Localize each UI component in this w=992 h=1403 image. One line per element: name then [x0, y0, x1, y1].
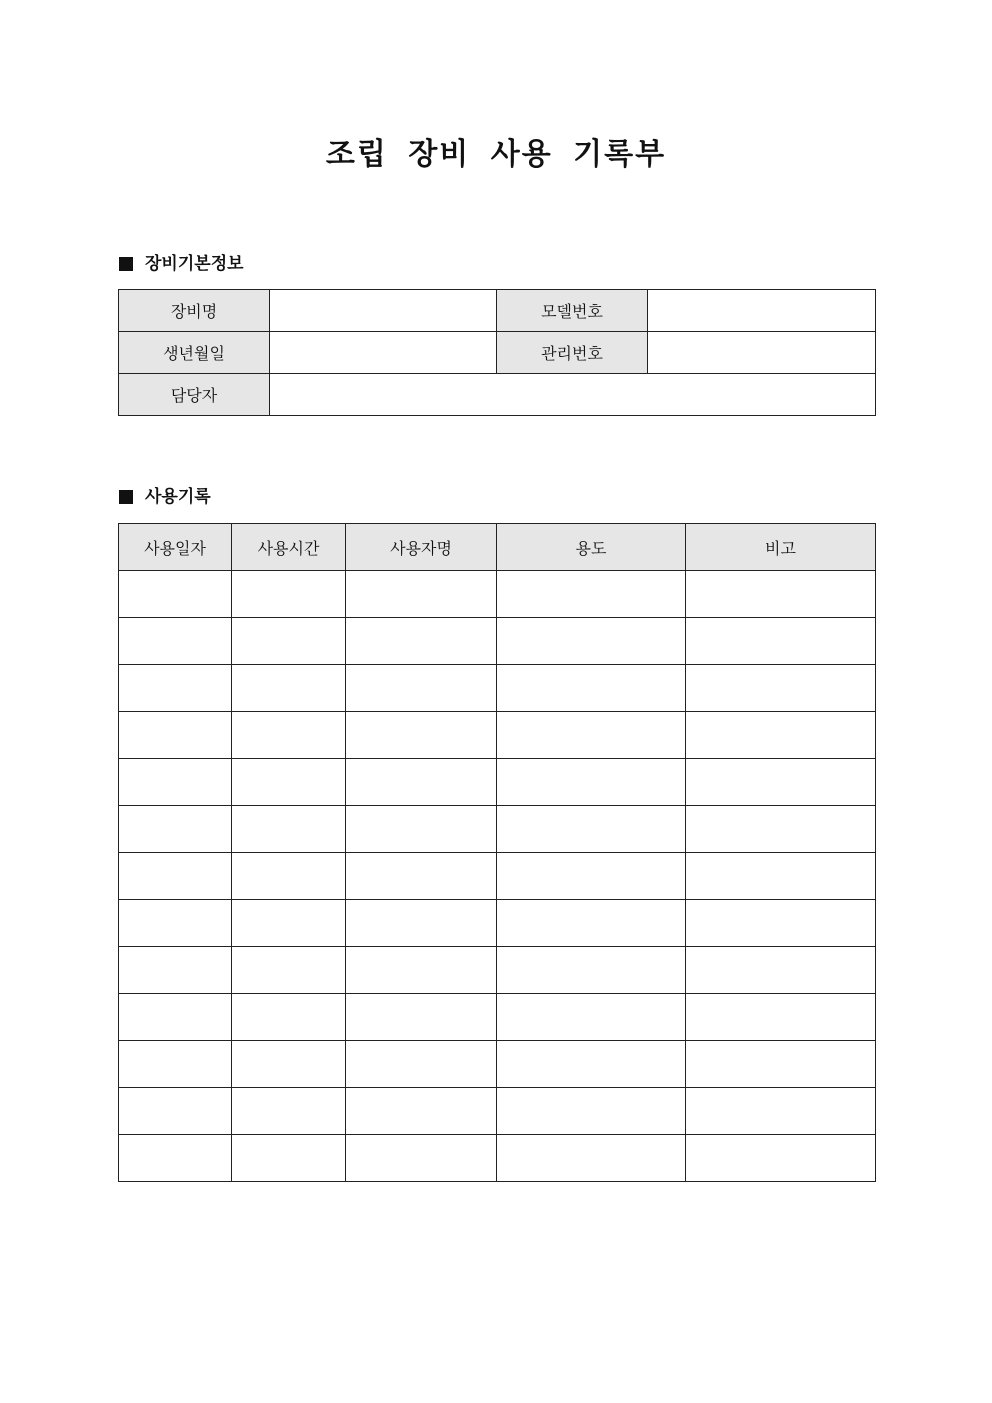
- usage-time-cell[interactable]: [232, 1088, 346, 1135]
- table-row: [119, 712, 876, 759]
- column-header-purpose: 용도: [497, 524, 686, 571]
- purpose-cell[interactable]: [497, 665, 686, 712]
- usage-time-cell[interactable]: [232, 712, 346, 759]
- equipment-name-field[interactable]: [270, 290, 497, 332]
- info-row: [119, 332, 876, 374]
- remarks-cell[interactable]: [686, 712, 876, 759]
- remarks-cell[interactable]: [686, 1088, 876, 1135]
- remarks-cell[interactable]: [686, 947, 876, 994]
- remarks-cell[interactable]: [686, 571, 876, 618]
- usage-date-cell[interactable]: [119, 900, 232, 947]
- purpose-cell[interactable]: [497, 853, 686, 900]
- square-bullet-icon: [119, 490, 133, 504]
- usage-date-cell[interactable]: [119, 806, 232, 853]
- info-row: [119, 290, 876, 332]
- usage-time-cell[interactable]: [232, 806, 346, 853]
- usage-time-cell[interactable]: [232, 1135, 346, 1182]
- user-name-cell[interactable]: [346, 618, 497, 665]
- usage-time-cell[interactable]: [232, 900, 346, 947]
- table-row: [119, 571, 876, 618]
- remarks-cell[interactable]: [686, 759, 876, 806]
- remarks-cell[interactable]: [686, 853, 876, 900]
- usage-time-cell[interactable]: [232, 1041, 346, 1088]
- square-bullet-icon: [119, 257, 133, 271]
- purpose-cell[interactable]: [497, 900, 686, 947]
- manager-label: 담당자: [119, 374, 270, 416]
- table-row: [119, 1041, 876, 1088]
- user-name-cell[interactable]: [346, 1088, 497, 1135]
- usage-date-cell[interactable]: [119, 947, 232, 994]
- user-name-cell[interactable]: [346, 994, 497, 1041]
- table-row: [119, 1088, 876, 1135]
- manufacture-date-label: 생년월일: [119, 332, 270, 374]
- remarks-cell[interactable]: [686, 1135, 876, 1182]
- usage-date-cell[interactable]: [119, 665, 232, 712]
- column-header-user-name: 사용자명: [346, 524, 497, 571]
- table-row: [119, 853, 876, 900]
- equipment-info-table: [118, 289, 876, 416]
- manufacture-date-field[interactable]: [270, 332, 497, 374]
- usage-time-cell[interactable]: [232, 618, 346, 665]
- remarks-cell[interactable]: [686, 806, 876, 853]
- usage-log-body: [119, 571, 876, 1182]
- user-name-cell[interactable]: [346, 759, 497, 806]
- purpose-cell[interactable]: [497, 712, 686, 759]
- table-row: [119, 618, 876, 665]
- usage-log-heading-label: 사용기록: [145, 487, 211, 507]
- column-header-usage-date: 사용일자: [119, 524, 232, 571]
- manager-field[interactable]: [270, 374, 876, 416]
- usage-date-cell[interactable]: [119, 618, 232, 665]
- usage-time-cell[interactable]: [232, 571, 346, 618]
- equipment-info-heading: [119, 252, 244, 276]
- equipment-info-heading-label: 장비기본정보: [145, 254, 244, 274]
- usage-time-cell[interactable]: [232, 759, 346, 806]
- table-row: [119, 900, 876, 947]
- model-number-label: 모델번호: [497, 290, 648, 332]
- page-title: 조립 장비 사용 기록부: [325, 137, 667, 172]
- usage-log-heading: [119, 485, 211, 509]
- usage-time-cell[interactable]: [232, 665, 346, 712]
- management-number-field[interactable]: [648, 332, 876, 374]
- table-row: [119, 806, 876, 853]
- purpose-cell[interactable]: [497, 1135, 686, 1182]
- usage-log-header-row: [119, 524, 876, 571]
- usage-log-table: [118, 523, 876, 1182]
- user-name-cell[interactable]: [346, 712, 497, 759]
- purpose-cell[interactable]: [497, 571, 686, 618]
- user-name-cell[interactable]: [346, 571, 497, 618]
- user-name-cell[interactable]: [346, 947, 497, 994]
- remarks-cell[interactable]: [686, 618, 876, 665]
- remarks-cell[interactable]: [686, 1041, 876, 1088]
- usage-date-cell[interactable]: [119, 571, 232, 618]
- user-name-cell[interactable]: [346, 806, 497, 853]
- user-name-cell[interactable]: [346, 853, 497, 900]
- table-row: [119, 947, 876, 994]
- usage-time-cell[interactable]: [232, 994, 346, 1041]
- usage-date-cell[interactable]: [119, 759, 232, 806]
- model-number-field[interactable]: [648, 290, 876, 332]
- table-row: [119, 994, 876, 1041]
- info-row: [119, 374, 876, 416]
- column-header-usage-time: 사용시간: [232, 524, 346, 571]
- management-number-label: 관리번호: [497, 332, 648, 374]
- purpose-cell[interactable]: [497, 994, 686, 1041]
- usage-date-cell[interactable]: [119, 1088, 232, 1135]
- usage-time-cell[interactable]: [232, 853, 346, 900]
- column-header-remarks: 비고: [686, 524, 876, 571]
- remarks-cell[interactable]: [686, 665, 876, 712]
- user-name-cell[interactable]: [346, 1135, 497, 1182]
- table-row: [119, 759, 876, 806]
- table-row: [119, 665, 876, 712]
- usage-date-cell[interactable]: [119, 1135, 232, 1182]
- usage-date-cell[interactable]: [119, 1041, 232, 1088]
- user-name-cell[interactable]: [346, 665, 497, 712]
- purpose-cell[interactable]: [497, 947, 686, 994]
- purpose-cell[interactable]: [497, 1041, 686, 1088]
- equipment-name-label: 장비명: [119, 290, 270, 332]
- purpose-cell[interactable]: [497, 759, 686, 806]
- remarks-cell[interactable]: [686, 900, 876, 947]
- user-name-cell[interactable]: [346, 900, 497, 947]
- purpose-cell[interactable]: [497, 1088, 686, 1135]
- table-row: [119, 1135, 876, 1182]
- purpose-cell[interactable]: [497, 806, 686, 853]
- purpose-cell[interactable]: [497, 618, 686, 665]
- remarks-cell[interactable]: [686, 994, 876, 1041]
- usage-date-cell[interactable]: [119, 994, 232, 1041]
- usage-date-cell[interactable]: [119, 853, 232, 900]
- user-name-cell[interactable]: [346, 1041, 497, 1088]
- usage-time-cell[interactable]: [232, 947, 346, 994]
- usage-date-cell[interactable]: [119, 712, 232, 759]
